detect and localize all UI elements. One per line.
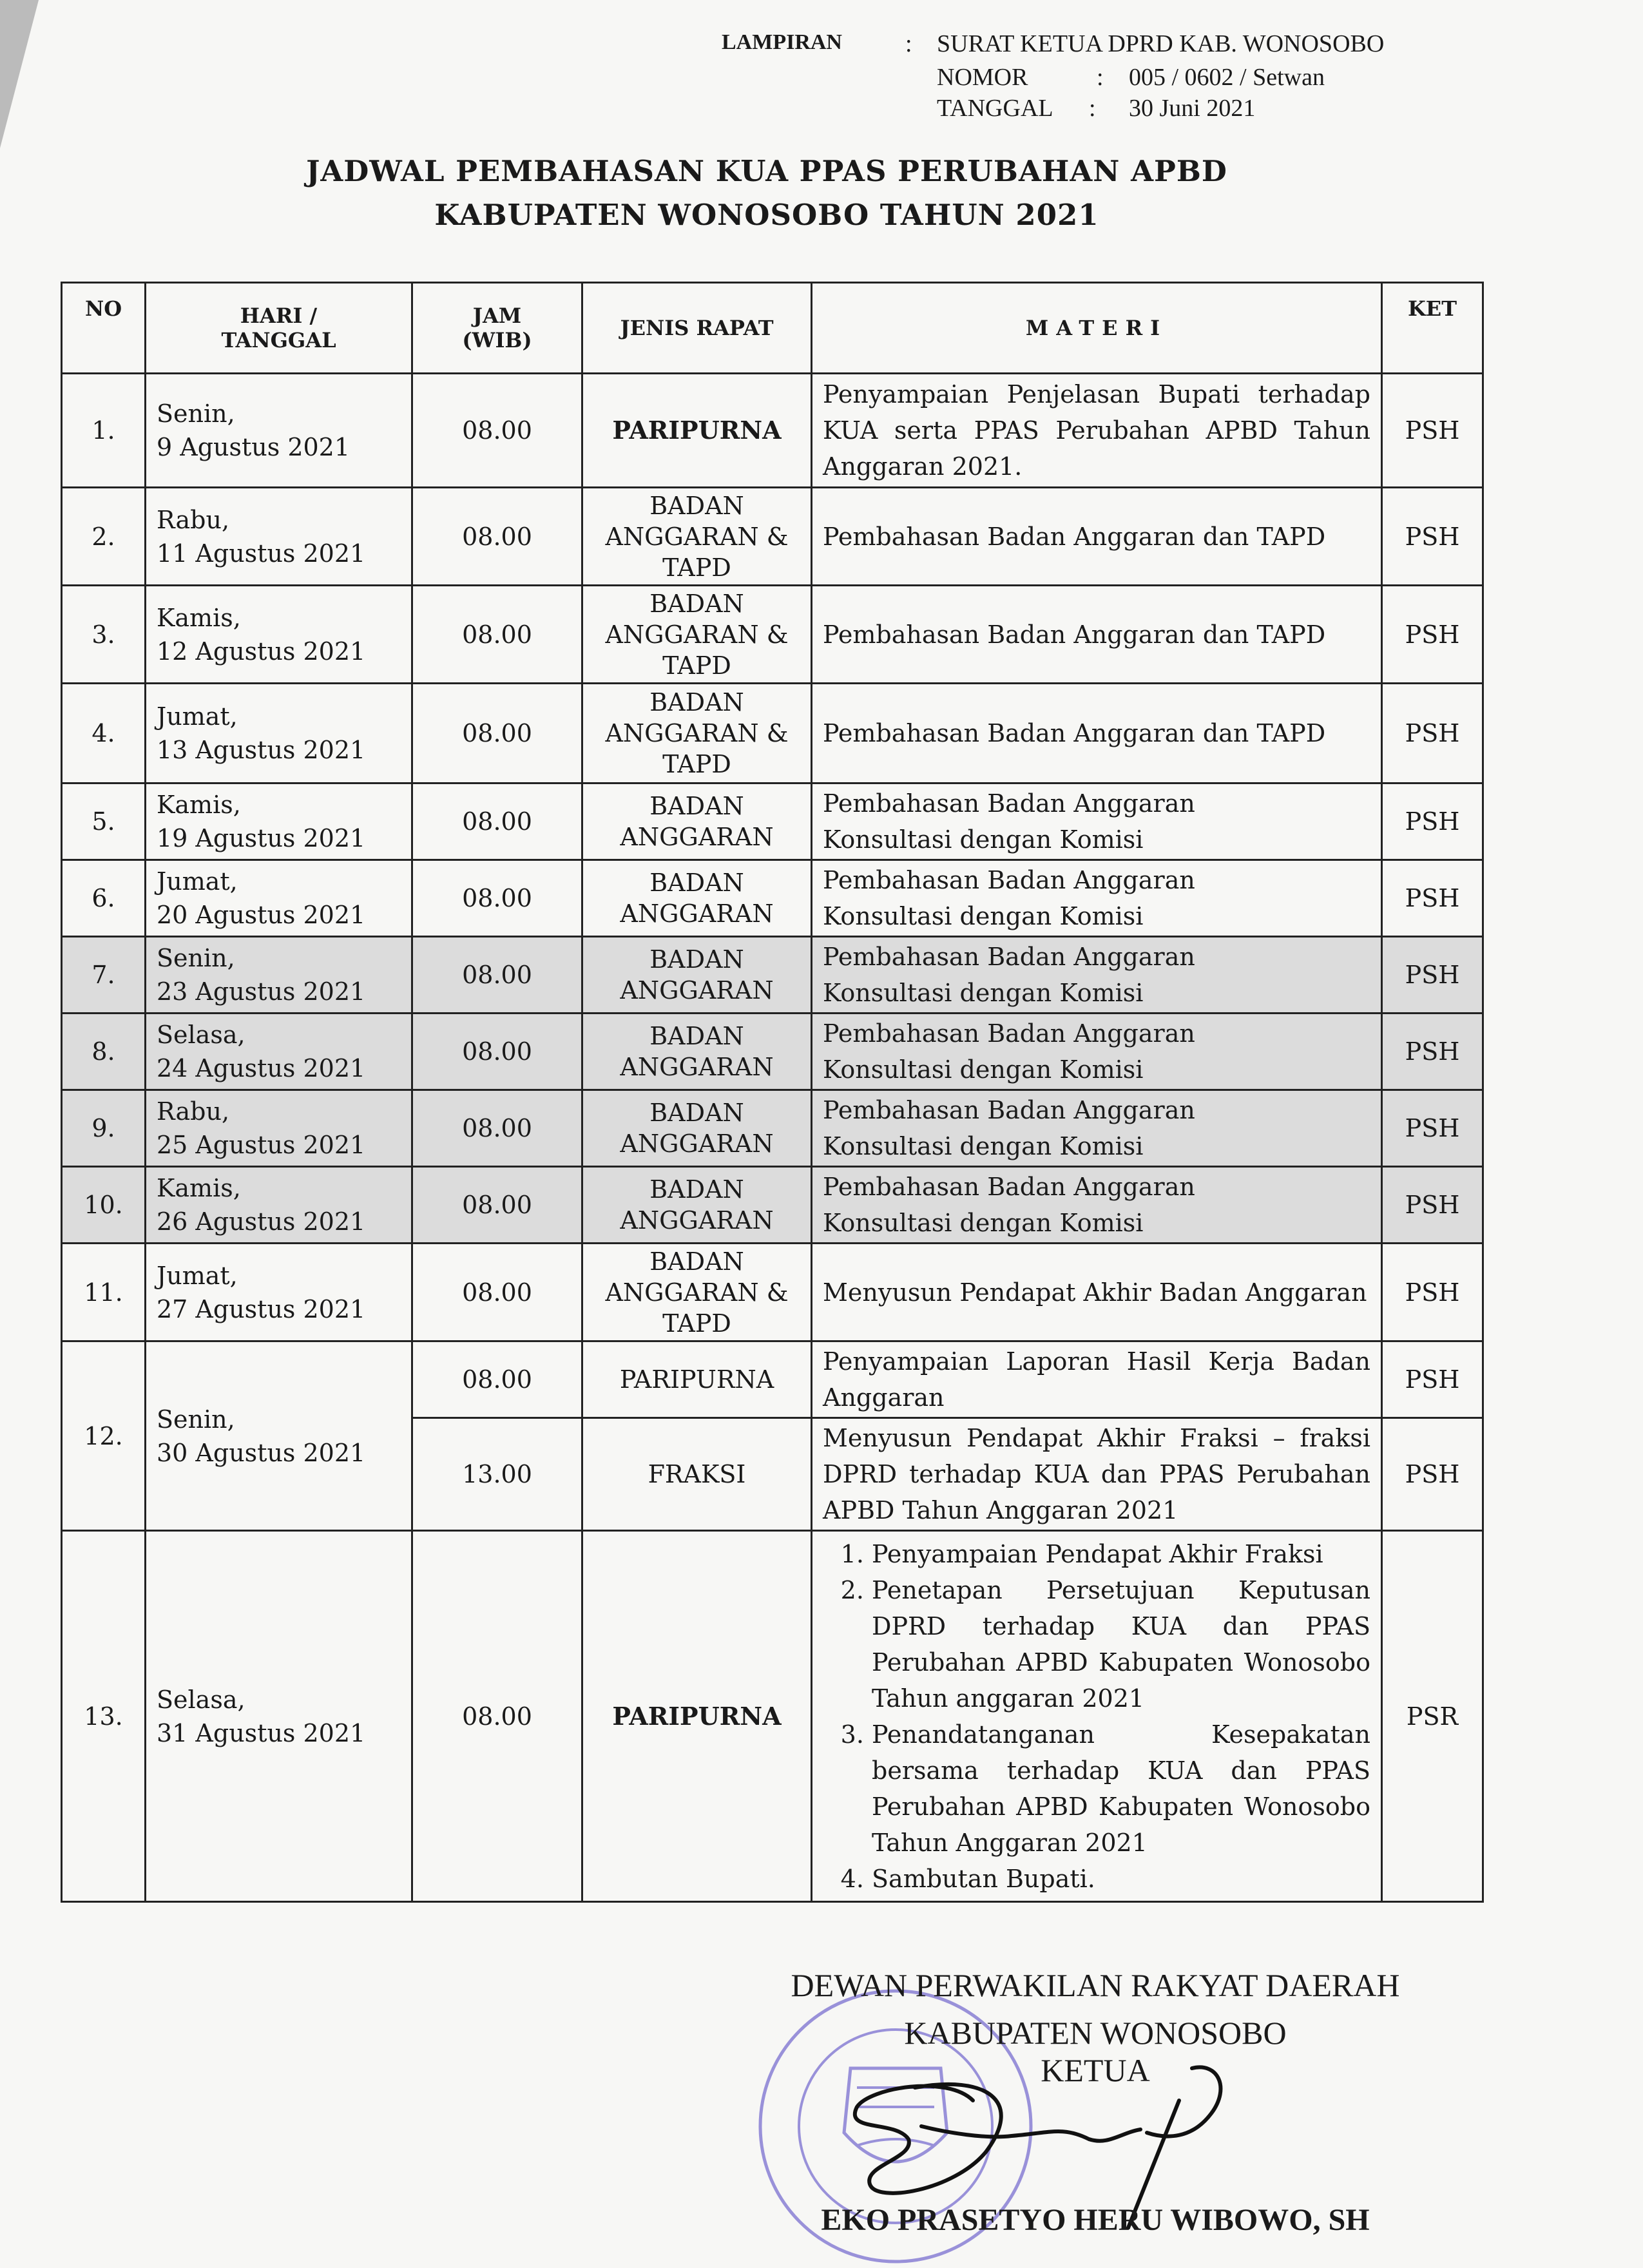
row-day-date: Jumat, 13 Agustus 2021 — [146, 684, 412, 783]
row-number: 10. — [62, 1167, 146, 1244]
header-hari: HARI / TANGGAL — [146, 283, 412, 374]
title-line-1: JADWAL PEMBAHASAN KUA PPAS PERUBAHAN APBD — [306, 154, 1227, 188]
row-material: Pembahasan Badan Anggaran dan TAPD — [812, 586, 1382, 684]
table-row — [62, 1531, 1483, 1902]
row-material: Pembahasan Badan Anggaran Konsultasi dengan Komisi — [812, 1090, 1382, 1167]
row-meeting-type: BADAN ANGGARAN — [582, 937, 812, 1014]
table-row — [62, 374, 1483, 488]
tanggal-colon: : — [1089, 95, 1096, 122]
nomor-value: 005 / 0602 / Setwan — [1129, 64, 1325, 91]
row-meeting-type: PARIPURNA — [582, 1341, 812, 1418]
row-time: 08.00 — [412, 1531, 582, 1902]
row-material: Menyusun Pendapat Akhir Badan Anggaran — [812, 1244, 1382, 1341]
row-number: 12. — [62, 1341, 146, 1531]
row-material — [812, 1531, 1382, 1902]
title-line-2: KABUPATEN WONOSOBO TAHUN 2021 — [434, 198, 1099, 232]
row-time: 08.00 — [412, 684, 582, 783]
table-row — [62, 1090, 1483, 1167]
nomor-label: NOMOR — [937, 64, 1028, 91]
row-remark: PSH — [1382, 1167, 1483, 1244]
row-remark: PSH — [1382, 488, 1483, 586]
row-day-date: Kamis, 12 Agustus 2021 — [146, 586, 412, 684]
header-jam: JAM (WIB) — [412, 283, 582, 374]
row-time: 08.00 — [412, 1167, 582, 1244]
row-day-date: Senin, 30 Agustus 2021 — [146, 1341, 412, 1531]
row-meeting-type: FRAKSI — [582, 1418, 812, 1531]
material-list-item: 1. Penyampaian Pendapat Akhir Fraksi — [872, 1536, 1370, 1572]
row-time: 08.00 — [412, 1090, 582, 1167]
row-day-date: Kamis, 26 Agustus 2021 — [146, 1167, 412, 1244]
table-row — [62, 1167, 1483, 1244]
signature-region: KABUPATEN WONOSOBO — [904, 2015, 1287, 2051]
table-row — [62, 488, 1483, 586]
row-day-date: Kamis, 19 Agustus 2021 — [146, 783, 412, 860]
table-row — [62, 684, 1483, 783]
row-number: 13. — [62, 1531, 146, 1902]
row-remark: PSH — [1382, 783, 1483, 860]
lampiran-surat: SURAT KETUA DPRD KAB. WONOSOBO — [937, 30, 1385, 57]
table-row — [62, 586, 1483, 684]
lampiran-label: LAMPIRAN — [722, 30, 842, 54]
header-materi: MATERI — [812, 283, 1382, 374]
signature-position: KETUA — [1041, 2052, 1150, 2088]
row-meeting-type: BADAN ANGGARAN & TAPD — [582, 586, 812, 684]
material-list-item: 4. Sambutan Bupati. — [872, 1861, 1370, 1897]
scan-shadow — [0, 0, 39, 148]
row-day-date: Rabu, 11 Agustus 2021 — [146, 488, 412, 586]
document-title — [0, 149, 1533, 237]
row-remark: PSH — [1382, 1341, 1483, 1418]
row-number: 11. — [62, 1244, 146, 1341]
row-time: 08.00 — [412, 937, 582, 1014]
row-remark: PSR — [1382, 1531, 1483, 1902]
row-time: 13.00 — [412, 1418, 582, 1531]
row-meeting-type: BADAN ANGGARAN & TAPD — [582, 684, 812, 783]
row-number: 5. — [62, 783, 146, 860]
row-meeting-type: PARIPURNA — [582, 374, 812, 488]
row-material: Pembahasan Badan Anggaran Konsultasi dengan Komisi — [812, 1014, 1382, 1090]
row-number: 3. — [62, 586, 146, 684]
row-meeting-type: BADAN ANGGARAN & TAPD — [582, 1244, 812, 1341]
row-number: 9. — [62, 1090, 146, 1167]
lampiran-colon: : — [905, 30, 912, 57]
row-remark: PSH — [1382, 586, 1483, 684]
row-material: Penyampaian Penjelasan Bupati terhadap KUA serta PPAS Perubahan APBD Tahun Anggaran 2021. — [812, 374, 1382, 488]
row-day-date: Rabu, 25 Agustus 2021 — [146, 1090, 412, 1167]
row-remark: PSH — [1382, 937, 1483, 1014]
table-row — [62, 937, 1483, 1014]
row-remark: PSH — [1382, 860, 1483, 937]
row-meeting-type: BADAN ANGGARAN — [582, 1167, 812, 1244]
row-time: 08.00 — [412, 1014, 582, 1090]
row-number: 7. — [62, 937, 146, 1014]
row-number: 1. — [62, 374, 146, 488]
table-header-row — [62, 283, 1483, 374]
row-number: 6. — [62, 860, 146, 937]
table-row — [62, 783, 1483, 860]
row-time: 08.00 — [412, 860, 582, 937]
table-row — [62, 860, 1483, 937]
row-material: Pembahasan Badan Anggaran dan TAPD — [812, 684, 1382, 783]
tanggal-label: TANGGAL — [937, 95, 1053, 122]
nomor-colon: : — [1097, 64, 1104, 91]
row-meeting-type: BADAN ANGGARAN — [582, 1014, 812, 1090]
row-material: Penyampaian Laporan Hasil Kerja Badan Anggaran — [812, 1341, 1382, 1418]
material-list — [823, 1536, 1370, 1897]
row-day-date: Jumat, 20 Agustus 2021 — [146, 860, 412, 937]
row-meeting-type: BADAN ANGGARAN — [582, 1090, 812, 1167]
signature-institution: DEWAN PERWAKILAN RAKYAT DAERAH — [791, 1967, 1400, 2003]
row-remark: PSH — [1382, 1418, 1483, 1531]
row-time: 08.00 — [412, 488, 582, 586]
material-list-item: 2. Penetapan Persetujuan Keputusan DPRD terhadap KUA dan PPAS Perubahan APBD Kabupaten Wonosobo Tahun anggaran 2021 — [872, 1572, 1370, 1716]
row-material: Pembahasan Badan Anggaran Konsultasi dengan Komisi — [812, 937, 1382, 1014]
header-jenis: JENIS RAPAT — [582, 283, 812, 374]
row-number: 4. — [62, 684, 146, 783]
header-no: NO — [62, 283, 146, 374]
header-ket: KET — [1382, 283, 1483, 374]
row-remark: PSH — [1382, 1090, 1483, 1167]
row-time: 08.00 — [412, 1341, 582, 1418]
row-day-date: Selasa, 31 Agustus 2021 — [146, 1531, 412, 1902]
material-list-item: 3. Penandatanganan Kesepakatan bersama terhadap KUA dan PPAS Perubahan APBD Kabupaten Wonosobo Tahun Anggaran 2021 — [872, 1716, 1370, 1861]
row-material: Pembahasan Badan Anggaran Konsultasi dengan Komisi — [812, 783, 1382, 860]
row-day-date: Senin, 9 Agustus 2021 — [146, 374, 412, 488]
row-remark: PSH — [1382, 1244, 1483, 1341]
row-meeting-type: BADAN ANGGARAN — [582, 783, 812, 860]
row-material: Pembahasan Badan Anggaran Konsultasi dengan Komisi — [812, 1167, 1382, 1244]
row-material: Pembahasan Badan Anggaran Konsultasi dengan Komisi — [812, 860, 1382, 937]
row-time: 08.00 — [412, 1244, 582, 1341]
row-meeting-type: BADAN ANGGARAN & TAPD — [582, 488, 812, 586]
row-meeting-type: PARIPURNA — [582, 1531, 812, 1902]
row-time: 08.00 — [412, 783, 582, 860]
row-remark: PSH — [1382, 684, 1483, 783]
row-material: Pembahasan Badan Anggaran dan TAPD — [812, 488, 1382, 586]
row-number: 8. — [62, 1014, 146, 1090]
row-time: 08.00 — [412, 586, 582, 684]
row-number: 2. — [62, 488, 146, 586]
signatory-name: EKO PRASETYO HERU WIBOWO, SH — [821, 2203, 1370, 2237]
table-row — [62, 1014, 1483, 1090]
row-day-date: Selasa, 24 Agustus 2021 — [146, 1014, 412, 1090]
table-row — [62, 1244, 1483, 1341]
schedule-table — [61, 282, 1484, 1903]
row-meeting-type: BADAN ANGGARAN — [582, 860, 812, 937]
row-day-date: Senin, 23 Agustus 2021 — [146, 937, 412, 1014]
row-remark: PSH — [1382, 1014, 1483, 1090]
row-material: Menyusun Pendapat Akhir Fraksi – fraksi DPRD terhadap KUA dan PPAS Perubahan APBD Tahun Anggaran 2021 — [812, 1418, 1382, 1531]
table-row — [62, 1341, 1483, 1418]
row-remark: PSH — [1382, 374, 1483, 488]
tanggal-value: 30 Juni 2021 — [1129, 95, 1256, 122]
row-day-date: Jumat, 27 Agustus 2021 — [146, 1244, 412, 1341]
row-time: 08.00 — [412, 374, 582, 488]
